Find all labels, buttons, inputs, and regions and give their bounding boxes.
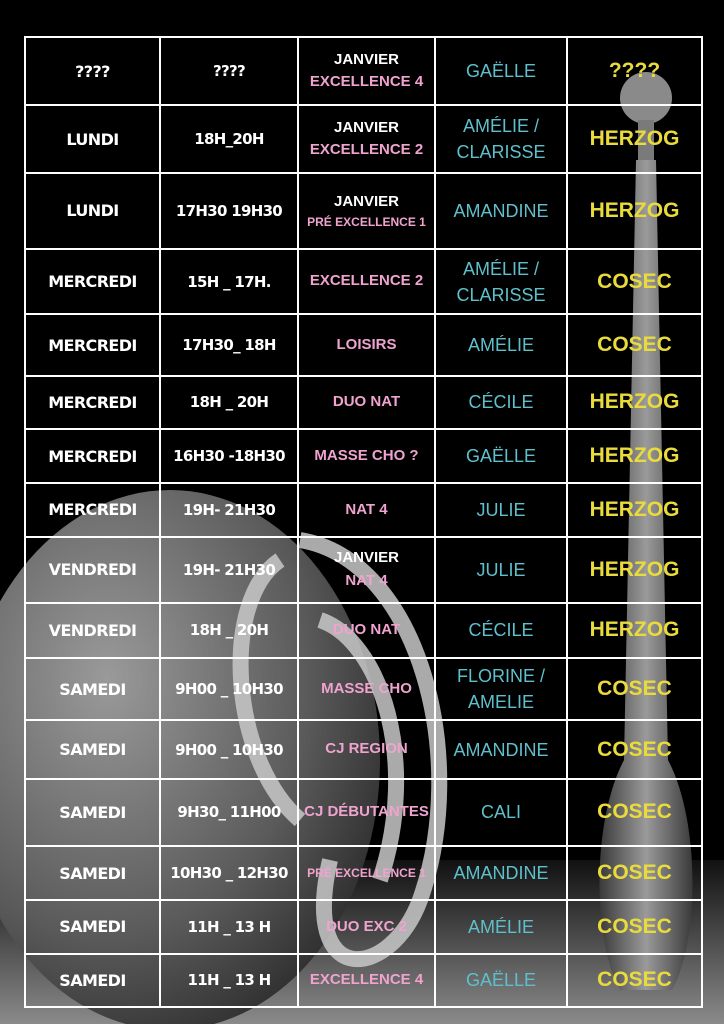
group-label: CJ DÉBUTANTES [304,803,429,821]
group-cell [298,37,435,105]
schedule-row [25,603,702,658]
coach-cell: AMANDINE [435,173,567,249]
venue-cell: COSEC [567,779,702,846]
time-cell: 17H30_ 18H [160,314,298,375]
schedule-row [25,314,702,375]
group-label: NAT 4 [345,571,388,589]
day-cell: VENDREDI [25,537,160,603]
schedule-table [24,36,703,1008]
group-label: PRÉ EXCELLENCE 1 [307,866,426,881]
day-cell: MERCREDI [25,314,160,375]
venue-cell: COSEC [567,658,702,720]
day-cell: VENDREDI [25,603,160,658]
venue-cell: HERZOG [567,483,702,536]
schedule-row [25,658,702,720]
schedule-row [25,720,702,778]
time-cell: 15H _ 17H. [160,249,298,314]
time-cell: 19H- 21H30 [160,483,298,536]
day-cell: MERCREDI [25,249,160,314]
coach-cell: AMÉLIE / CLARISSE [435,105,567,172]
venue-cell: HERZOG [567,603,702,658]
day-cell: SAMEDI [25,658,160,720]
schedule-row [25,537,702,603]
time-cell: 10H30 _ 12H30 [160,846,298,900]
time-cell: 11H _ 13 H [160,954,298,1007]
coach-cell: GAËLLE [435,429,567,483]
month-label: JANVIER [333,192,400,210]
month-label: JANVIER [333,549,400,567]
schedule-row [25,37,702,105]
group-cell [298,846,435,900]
schedule-row [25,846,702,900]
coach-cell: GAËLLE [435,954,567,1007]
day-cell: SAMEDI [25,954,160,1007]
group-cell [298,314,435,375]
time-cell: 9H00 _ 10H30 [160,658,298,720]
day-cell: MERCREDI [25,376,160,429]
group-cell [298,105,435,172]
time-cell: 18H _ 20H [160,376,298,429]
day-cell: SAMEDI [25,779,160,846]
coach-cell: AMÉLIE / CLARISSE [435,249,567,314]
venue-cell: COSEC [567,900,702,953]
schedule-row [25,105,702,172]
day-cell: ???? [25,37,160,105]
group-cell [298,537,435,603]
group-cell [298,603,435,658]
group-cell [298,720,435,778]
venue-cell: HERZOG [567,105,702,172]
coach-cell: AMÉLIE [435,900,567,953]
group-label: EXCELLENCE 4 [309,971,424,989]
schedule-row [25,429,702,483]
time-cell: 18H _ 20H [160,603,298,658]
time-cell: 11H _ 13 H [160,900,298,953]
group-label: NAT 4 [345,500,388,518]
venue-cell: COSEC [567,846,702,900]
group-label: PRÉ EXCELLENCE 1 [307,215,426,230]
venue-cell: HERZOG [567,429,702,483]
coach-cell: AMANDINE [435,846,567,900]
venue-cell: HERZOG [567,376,702,429]
group-label: EXCELLENCE 4 [309,73,424,91]
coach-cell: AMANDINE [435,720,567,778]
coach-cell: CALI [435,779,567,846]
schedule-row [25,483,702,536]
coach-cell: CÉCILE [435,376,567,429]
time-cell: 18H_20H [160,105,298,172]
schedule-row [25,249,702,314]
group-label: DUO EXC 2 [326,917,407,935]
schedule-row [25,900,702,953]
venue-cell: COSEC [567,954,702,1007]
venue-cell: HERZOG [567,173,702,249]
day-cell: MERCREDI [25,483,160,536]
coach-cell: JULIE [435,483,567,536]
time-cell: 16H30 -18H30 [160,429,298,483]
time-cell: ???? [160,37,298,105]
day-cell: SAMEDI [25,900,160,953]
group-cell [298,249,435,314]
venue-cell: HERZOG [567,537,702,603]
venue-cell: COSEC [567,720,702,778]
venue-cell: COSEC [567,249,702,314]
group-label: MASSE CHO ? [314,446,419,464]
coach-cell: GAËLLE [435,37,567,105]
coach-cell: FLORINE / AMELIE [435,658,567,720]
coach-cell: CÉCILE [435,603,567,658]
group-cell [298,954,435,1007]
day-cell: LUNDI [25,173,160,249]
month-label: JANVIER [333,118,400,136]
month-label: JANVIER [333,50,400,68]
group-label: MASSE CHO [321,680,412,698]
group-cell [298,376,435,429]
venue-cell: ???? [567,37,702,105]
venue-cell: COSEC [567,314,702,375]
group-cell [298,900,435,953]
group-cell [298,483,435,536]
coach-cell: AMÉLIE [435,314,567,375]
day-cell: MERCREDI [25,429,160,483]
day-cell: LUNDI [25,105,160,172]
schedule-row [25,376,702,429]
group-label: DUO NAT [332,621,401,639]
group-label: DUO NAT [332,393,401,411]
time-cell: 19H- 21H30 [160,537,298,603]
group-cell [298,779,435,846]
schedule-row [25,779,702,846]
group-label: LOISIRS [336,335,397,353]
day-cell: SAMEDI [25,846,160,900]
time-cell: 9H30_ 11H00 [160,779,298,846]
schedule-row [25,954,702,1007]
schedule-row [25,173,702,249]
group-cell [298,173,435,249]
group-cell [298,658,435,720]
time-cell: 9H00 _ 10H30 [160,720,298,778]
group-label: EXCELLENCE 2 [309,141,424,159]
time-cell: 17H30 19H30 [160,173,298,249]
coach-cell: JULIE [435,537,567,603]
group-label: CJ REGION [325,740,408,758]
group-cell [298,429,435,483]
day-cell: SAMEDI [25,720,160,778]
group-label: EXCELLENCE 2 [309,272,424,290]
